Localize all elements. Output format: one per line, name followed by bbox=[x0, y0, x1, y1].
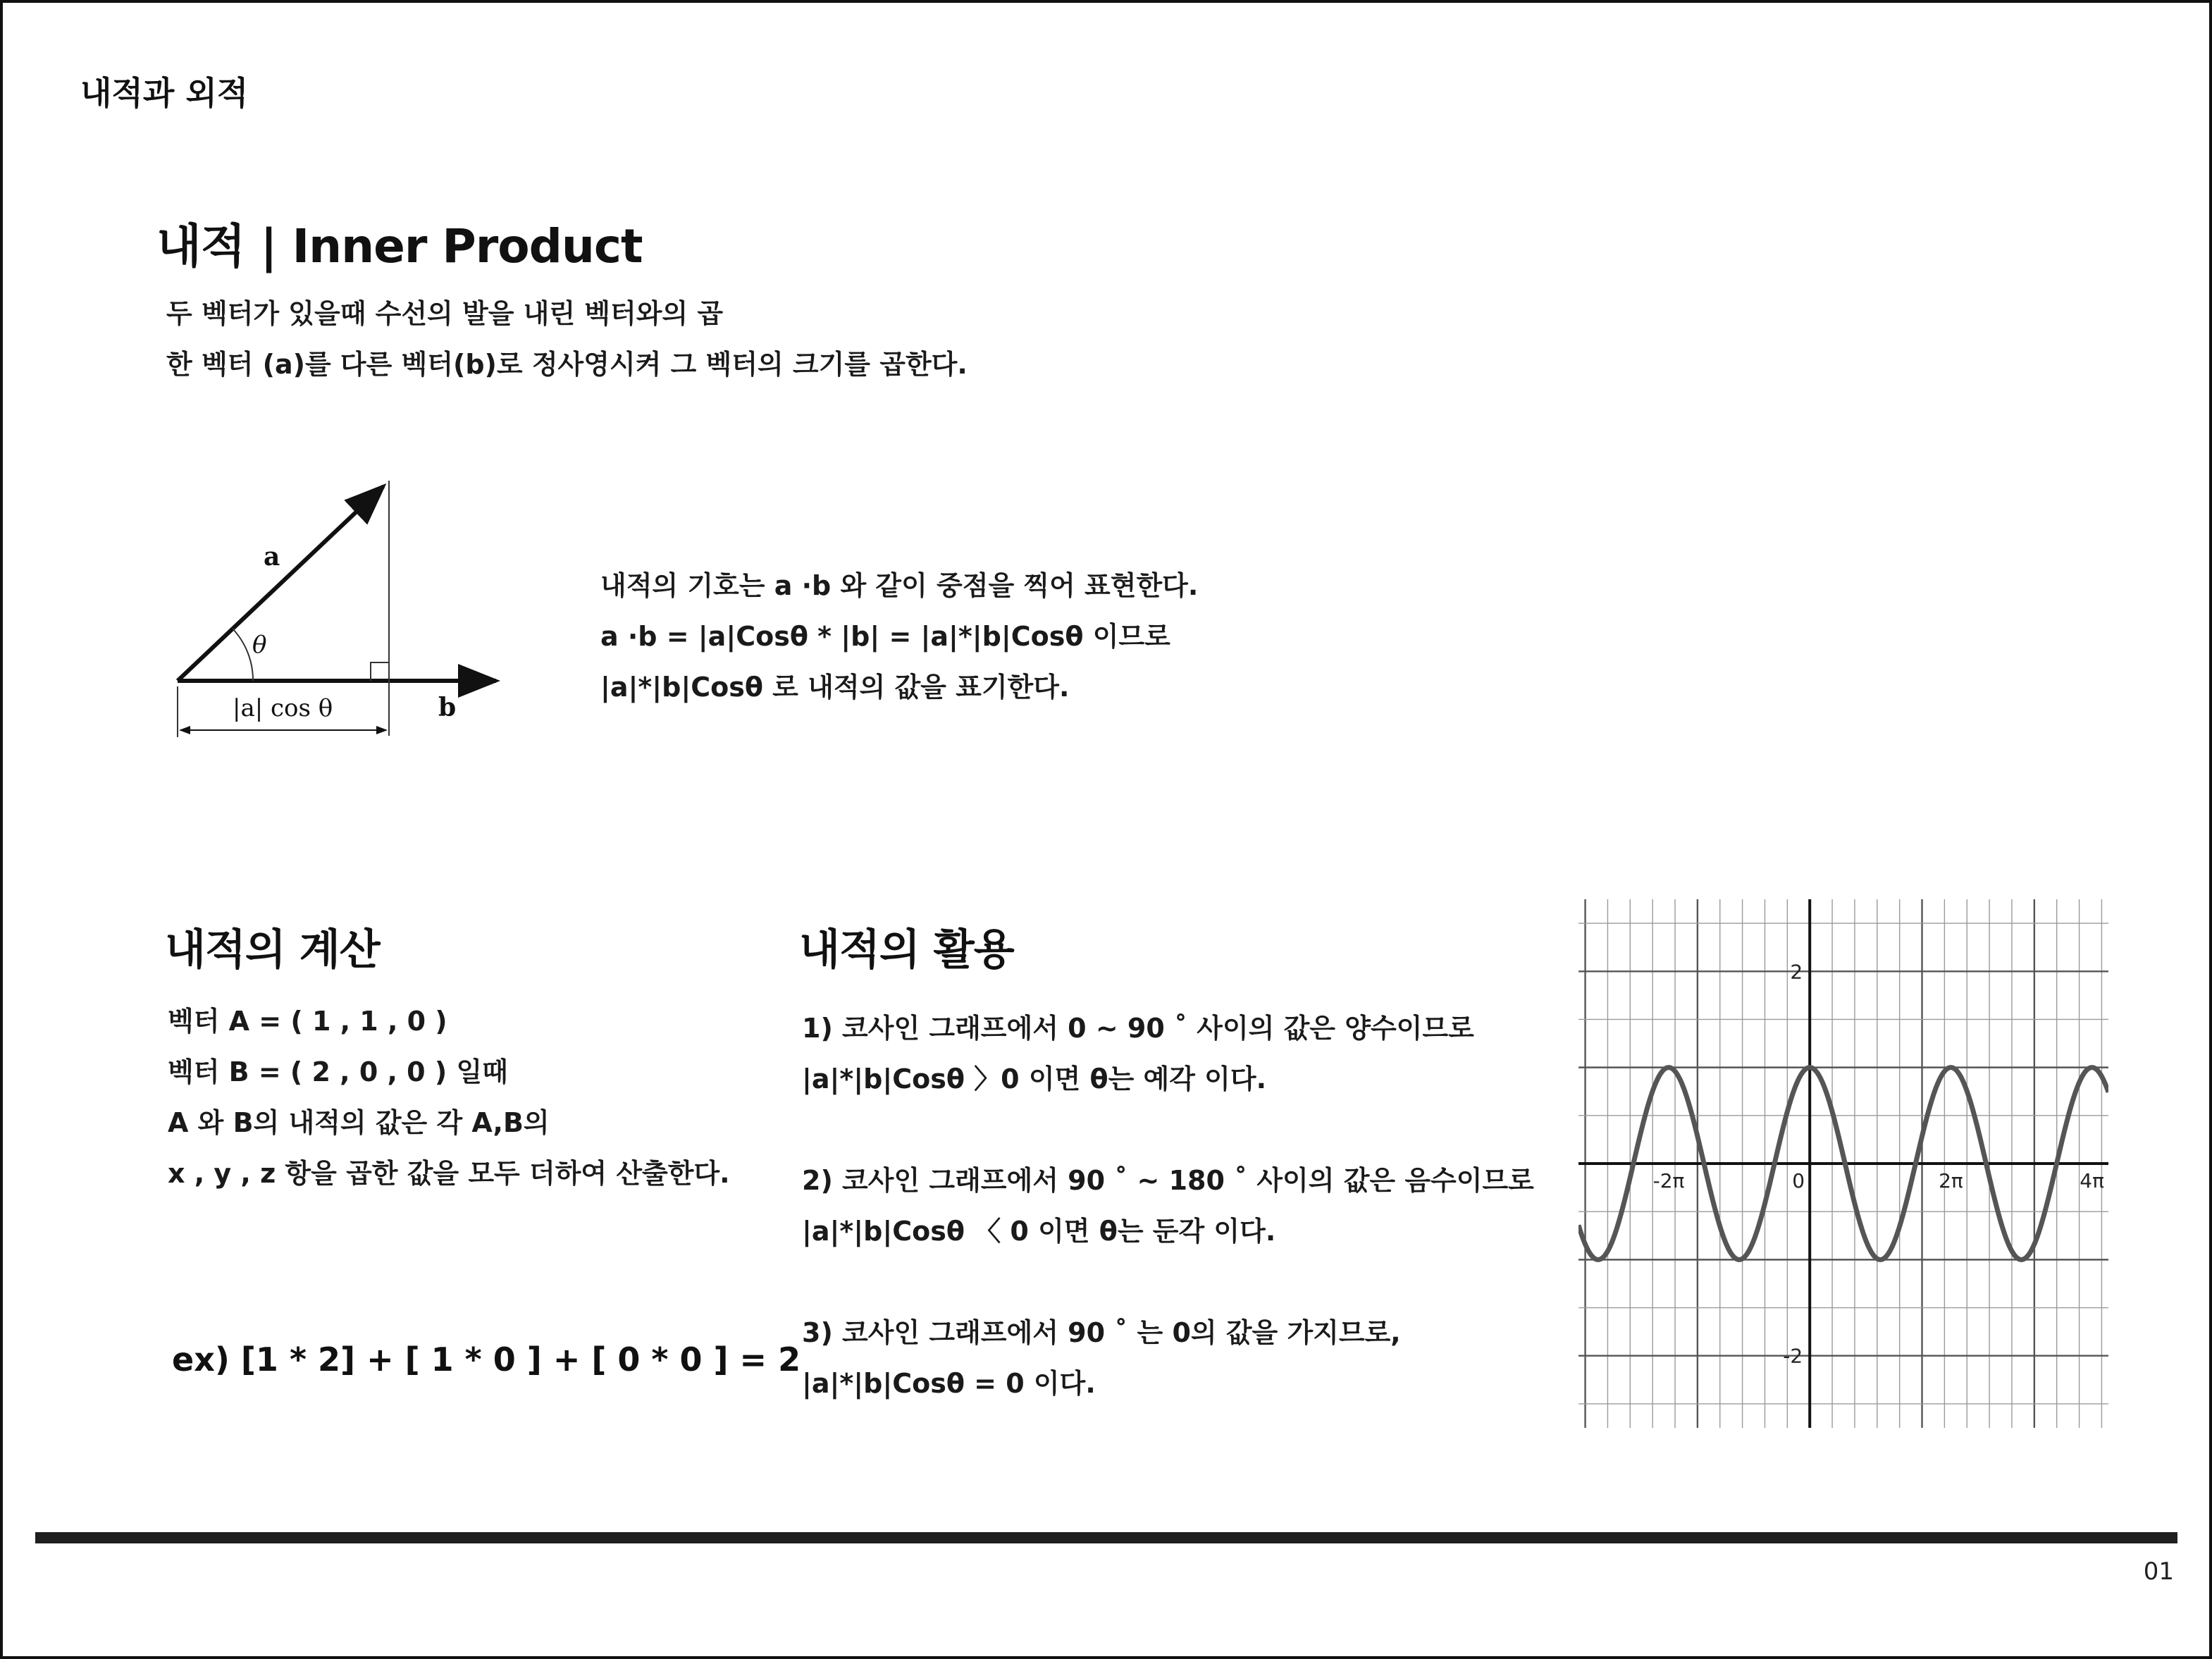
calculation-title: 내적의 계산 bbox=[165, 925, 380, 975]
application-item-1-line-2: |a|*|b|Cosθ 〉0 이면 θ는 예각 이다. bbox=[802, 1063, 1267, 1094]
label-b: b bbox=[438, 693, 457, 722]
application-item-1-line-1: 1) 코사인 그래프에서 0 ~ 90 ˚ 사이의 값은 양수이므로 bbox=[802, 1013, 1474, 1044]
x-tick-label: -2π bbox=[1652, 1169, 1685, 1192]
vector-projection-diagram bbox=[144, 468, 524, 750]
calculation-line-3: A 와 B의 내적의 값은 각 A,B의 bbox=[168, 1107, 550, 1138]
cosine-graph bbox=[1578, 899, 2108, 1428]
application-item-2-line-2: |a|*|b|Cosθ 〈 0 이면 θ는 둔각 이다. bbox=[802, 1216, 1276, 1247]
application-item-2-line-1: 2) 코사인 그래프에서 90 ˚ ~ 180 ˚ 사이의 값은 음수이므로 bbox=[802, 1165, 1534, 1196]
calculation-line-1: 벡터 A = ( 1 , 1 , 0 ) bbox=[168, 1006, 447, 1037]
footer-divider bbox=[35, 1532, 2177, 1543]
calculation-example: ex) [1 * 2] + [ 1 * 0 ] + [ 0 * 0 ] = 2 bbox=[172, 1340, 801, 1379]
notation-line-2: a ·b = |a|Cosθ * |b| = |a|*|b|Cosθ 이므로 bbox=[600, 621, 1170, 652]
right-angle-mark bbox=[371, 662, 389, 681]
calculation-line-4: x , y , z 항을 곱한 값을 모두 더하여 산출한다. bbox=[168, 1158, 730, 1189]
notation-line-3: |a|*|b|Cosθ 로 내적의 값을 표기한다. bbox=[600, 672, 1070, 703]
description-line-1: 두 벡터가 있을때 수선의 발을 내린 벡터와의 곱 bbox=[166, 298, 724, 329]
calculation-line-2: 벡터 B = ( 2 , 0 , 0 ) 일때 bbox=[168, 1056, 508, 1087]
x-tick-label: 2π bbox=[1939, 1169, 1963, 1192]
application-item-3-line-1: 3) 코사인 그래프에서 90 ˚ 는 0의 값을 가지므로, bbox=[802, 1317, 1401, 1348]
x-tick-label: 4π bbox=[2080, 1169, 2104, 1192]
theta-arc bbox=[233, 629, 253, 681]
label-projection: |a| cos θ bbox=[233, 694, 333, 722]
inner-product-title: 내적 | Inner Product bbox=[156, 219, 643, 273]
vector-a-arrow bbox=[178, 486, 383, 681]
notation-line-1: 내적의 기호는 a ·b 와 같이 중점을 찍어 표현한다. bbox=[600, 570, 1199, 601]
page-number: 01 bbox=[2143, 1558, 2174, 1586]
application-item-3-line-2: |a|*|b|Cosθ = 0 이다. bbox=[802, 1368, 1096, 1399]
description-line-2: 한 벡터 (a)를 다른 벡터(b)로 정사영시켜 그 벡터의 크기를 곱한다. bbox=[166, 349, 968, 380]
label-a: a bbox=[264, 542, 280, 572]
application-title: 내적의 활용 bbox=[799, 925, 1014, 975]
y-tick-label: -2 bbox=[1783, 1344, 1803, 1368]
y-tick-label: 2 bbox=[1790, 960, 1803, 984]
x-tick-label: 0 bbox=[1792, 1169, 1805, 1192]
header-title: 내적과 외적 bbox=[80, 74, 249, 112]
label-theta: θ bbox=[252, 631, 267, 659]
